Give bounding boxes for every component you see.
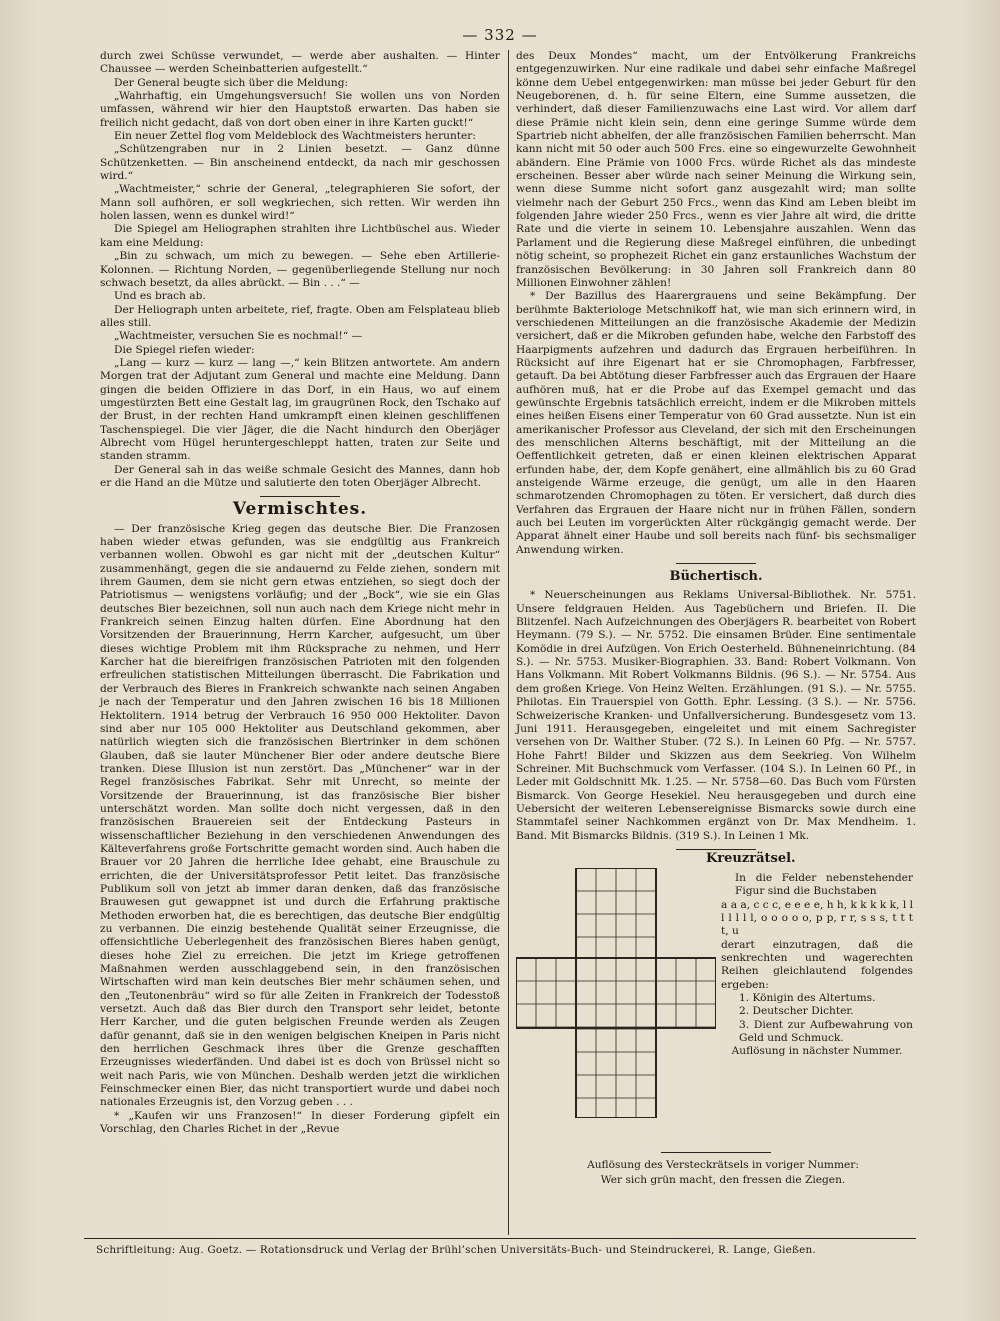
right-column (516, 50, 916, 1188)
article-richet-cont: des Deux Mondes“ macht, um der Entvölkerung Frankreichs entgegenzuwirken. Nur eine radikale und dabei sehr einfache Maßregel könne dem Uebel entgegenwirken: man müsse bei jeder Geburt für den Neugeborenen, d. h. für seine Eltern, eine Summe aussetzen, die verhindert, daß dieser Familienzuwachs eine Last wird. Vor allem darf diese Prämie nicht klein sein, denn eine geringe Summe würde dem Spartrieb nicht abhelfen, der alle französischen Familien beherrscht. Man kann nicht mit 50 oder auch 500 Frcs. eine so eingewurzelte Gewohnheit abändern. Eine Prämie von 1000 Frcs. würde Richet als das mindeste erscheinen. Besser aber würde nach seiner Meinung die Wirkung sein, wenn diese Summe nicht sofort ganz ausgezahlt wird; man sollte vielmehr nach der Geburt 250 Frcs., wenn das Kind am Leben bleibt im folgenden Jahre wieder 250 Frcs., wenn es vier Jahre alt wird, die dritte Rate und die vierte in seinem 10. Lebensjahre auszahlen. Wenn das Parlament und die Regierung diese Maßregel einführen, die unbedingt nötig scheint, so prophezeit Richet ein ganz erstaunliches Wachstum der französischen Bevölkerung: in 30 Jahren soll Frankreich dann 80 Millionen Einwohner zählen! (516, 50, 916, 289)
previous-solution-text: Wer sich grün macht, den fressen die Ziegen. (600, 1174, 846, 1187)
previous-solution-title: Auflösung des Versteckrätsels in voriger Nummer: (587, 1158, 859, 1171)
article-richet-start: * „Kaufen wir uns Franzosen!“ In dieser Forderung gipfelt ein Vorschlag, den Charles Richet in der „Revue (100, 1109, 500, 1136)
article-bacillus: * Der Bazillus des Haarergrauens und seine Bekämpfung. Der berühmte Bakteriologe Metschnikoff hat, wie man sich erinnern wird, in verschiedenen Mitteilungen an die französische Akademie der Medizin versichert, daß er die Mikroben gefunden habe, welche den Farbstoff des Haarpigments aufzehren und dadurch das Ergrauen herbeiführen. In Rücksicht auf ihre Eigenart hat er sie Chromophagen, Farbfresser, getauft. Da bei Abtötung dieser Farbfresser auch das Ergrauen der Haare aufhören muß, hat er die Probe auf das Exempel gemacht und das gewünschte Ergebnis tatsächlich erreicht, indem er die Mikroben mittels eines heißen Eisens einer Temperatur von 60 Grad aussetzte. Nun ist ein amerikanischer Professor aus Cleveland, der sich mit den Erscheinungen des menschlichen Alterns beschäftigt, mit der Mitteilung an die Oeffentlichkeit getreten, daß er einen kleinen elektrischen Apparat erfunden habe, der, dem Kopfe genähert, eine allmählich bis zu 60 Grad ansteigende Wärme erzeuge, die genügt, um alle in den Haaren schmarotzenden Chromophagen zu töten. Er versichert, daß durch dies Verfahren das Ergrauen der Haare nicht nur in frühen Fällen, sondern auch bei Leuten im vorgerückten Alter rückgängig gemacht werde. Der Apparat ähnelt einer Haube und soll bereits nach fünf- bis sechsmaliger Anwendung wirken. (516, 290, 916, 556)
section-rule (661, 1152, 771, 1153)
puzzle-letters: a a a, c c c, e e e e, h h, k k k k k, l l l l l l l, o o o o o, p p, r r, s s s, t t t t, u (721, 898, 913, 938)
story-paragraph: Und es brach ab. (114, 290, 206, 303)
crossword-grid (516, 868, 716, 1118)
crossword-instructions (721, 856, 913, 1059)
left-column (100, 50, 500, 1137)
puzzle-clue-1: 1. Königin des Altertums. (739, 992, 876, 1005)
story-paragraph: Der General beugte sich über die Meldung: (114, 76, 349, 89)
publisher-footer: Schriftleitung: Aug. Goetz. — Rotationsdruck und Verlag der Brühl’schen Universitäts-Buch- und Steindruckerei, R. Lange, Gießen. (96, 1244, 816, 1256)
story-paragraph: „Wachtmeister, versuchen Sie es nochmal!“ — (114, 330, 363, 343)
section-heading-vermischtes: Vermischtes. (232, 499, 368, 520)
article-beer: — Der französische Krieg gegen das deutsche Bier. Die Franzosen haben wieder etwas gefunden, was sie endgültig aus Frankreich verbannen wollen. Obwohl es gar nicht mit der „deutschen Kultur“ zusammenhängt, gegen die sie andauernd zu Felde ziehen, sondern mit ihrem Gaumen, dem sie nicht gern etwas entziehen, so siegt doch der Patriotismus — wenigstens vorläufig; und der „Bock“, wie sie ein Glas deutsches Bier bezeichnen, soll nun auch nach dem Kriege nicht mehr in Frankreich seinen Einzug halten dürfen. Eine Abordnung hat den Vorsitzenden der Brauerinnung, Herrn Karcher, aufgesucht, um über dieses wichtige Problem mit ihm Rücksprache zu nehmen, und Herr Karcher hat die biereifrigen französischen Patrioten mit den folgenden erfreulichen statistischen Mitteilungen überrascht. Die Fabrikation und der Verbrauch des Bieres in Frankreich schwankte nach seinen Angaben je nach der Temperatur und den Jahren zwischen 16 bis 18 Millionen Hektolitern. 1914 betrug der Verbrauch 16 950 000 Hektoliter. Davon sind aber nur 105 000 Hektoliter aus Deutschland gekommen, aber natürlich wiegten sich die französischen Biertrinker in dem schönen Glauben, daß sie lauter Münchener Bier oder andere deutsche Biere tranken. Diese Illusion ist nun zerstört. Das „Münchener“ war in der Regel französisches Fabrikat. Sehr mit Unrecht, so meinte der Vorsitzende der Brauerinnung, ist das französische Bier bisher unterschätzt worden. Man sollte doch nicht vergessen, daß in den französischen Brauereien seit der Entdeckung Pasteurs in wissenschaftlicher Beziehung in den verschiedenen Anwendungen des Kälteverfahrens große Fortschritte gemacht worden sind. Auch haben die Brauer vor 20 Jahren die herrliche Idee gehabt, eine Brauschule zu errichten, die der Universitätsprofessor Petit leitet. Das französische Publikum soll von jetzt ab immer daran denken, daß das französische Brauwesen gut gewappnet ist und durch die Erfahrung praktische Methoden erworben hat, die es berechtigen, das deutsche Bier endgültig zu verbannen. Die einzig bestehende Qualität seiner Erzeugnisse, die offensichtliche Ueberlegenheit des französischen Bieres haben genügt, dieses hohe Ziel zu erreichen. Die jetzt im Kriege getroffenen Maßnahmen werden ausschlaggebend sein, in den französischen Wirtschaften wird man kein deutsches Bier mehr schäumen sehen, und den „Teutonenbräu“ wird so für alle Zeiten in Frankreich der Todesstoß versetzt. Auch daß das Bier durch den Transport sehr leidet, betonte Herr Karcher, und die guten belgischen Freunde werden als Zeugen dafür genannt, daß sie in den wenigen belgischen Kneipen in Paris nicht den herrlichen Geschmack ihres über die Grenze geschafften Erzeugnisses wiederfänden. Und dabei ist es doch von Brüssel nicht so weit nach Paris, wie von München. Deshalb werden jetzt die wirklichen Feinschmecker einen Bier, das nicht transportiert wurde und dabei noch nationales Erzeugnis ist, den Vorzug geben . . . (100, 522, 500, 1109)
puzzle-clue-3: 3. Dient zur Aufbewahrung von Geld und Schmuck. (739, 1018, 913, 1045)
puzzle-instructions: derart einzutragen, daß die senkrechten und wagerechten Reihen gleichlautend folgendes ergeben: (721, 938, 913, 991)
story-paragraph: „Wachtmeister,“ schrie der General, „telegraphieren Sie sofort, der Mann soll aufhören, er soll wegkriechen, sich retten. Wir werden ihn holen lassen, wenn es dunkel wird!“ (100, 183, 500, 223)
story-paragraph: Ein neuer Zettel flog vom Meldeblock des Wachtmeisters herunter: (114, 130, 476, 143)
story-paragraph: Der Heliograph unten arbeitete, rief, fragte. Oben am Felsplateau blieb alles still. (100, 303, 500, 329)
section-rule (676, 563, 756, 564)
story-paragraph: Die Spiegel riefen wieder: (114, 343, 255, 356)
section-rule (260, 496, 340, 497)
crossword-section (516, 850, 916, 1146)
story-paragraph: „Wahrhaftig, ein Umgehungsversuch! Sie wollen uns von Norden umfassen, während wir hier den Hauptstoß erwarten. Das haben sie freilich nicht gedacht, daß von dort oben einer in ihre Karten guckt!“ (100, 90, 500, 129)
puzzle-clue-2: 2. Deutscher Dichter. (739, 1005, 854, 1018)
section-heading-buechertisch: Büchertisch. (669, 569, 763, 585)
section-rule (676, 849, 756, 850)
column-divider (508, 50, 509, 1235)
story-paragraph: „Lang — kurz — kurz — lang —,“ kein Blitzen antwortete. Am andern Morgen trat der Adjutant zum General und machte eine Meldung. Dann gingen die beiden Offiziere in das Dorf, in ein Haus, wo auf einem umgestürzten Bett eine Gestalt lag, im graugrünen Rock, den Tschako auf der Brust, in der rechten Hand umkrampft einen kleinen geschliffenen Taschenspiegel. Die vier Jäger, die die Nacht hindurch den Oberjäger Albrecht vom Hügel heruntergeschleppt hatten, traten zur Seite und standen stramm. (100, 356, 500, 463)
story-paragraph: Die Spiegel am Heliographen strahlten ihre Lichtbüschel aus. Wieder kam eine Meldung: (100, 223, 500, 249)
puzzle-intro: In die Felder nebenstehender Figur sind die Buchstaben (735, 871, 913, 898)
puzzle-next-solution: Auflösung in nächster Nummer. (731, 1045, 903, 1058)
story-paragraph: Der General sah in das weiße schmale Gesicht des Mannes, dann hob er die Hand an die Mütze und salutierte den toten Oberjäger Albrecht. (100, 463, 500, 489)
book-listing: * Neuerscheinungen aus Reklams Universal-Bibliothek. Nr. 5751. Unsere feldgrauen Helden. Aus Tagebüchern und Briefen. II. Die Blitzenfel. Nach Aufzeichnungen des Oberjägers R. bearbeitet von Robert Heymann. (79 S.). — Nr. 5752. Die einsamen Brüder. Eine sentimentale Komödie in drei Aufzügen. Von Erich Oesterheld. Bühneneinrichtung. (84 S.). — Nr. 5753. Musiker-Biographien. 33. Band: Robert Volkmann. Von Hans Volkmann. Mit Robert Volkmanns Bildnis. (96 S.). — Nr. 5754. Aus dem großen Kriege. Von Heinz Welten. Erzählungen. (91 S.). — Nr. 5755. Philotas. Ein Trauerspiel von Gotth. Ephr. Lessing. (3 S.). — Nr. 5756. Schweizerische Kranken- und Unfallversicherung. Bundesgesetz vom 13. Juni 1911. Herausgegeben, eingeleitet und mit einem Sachregister versehen von Dr. Walther Stuber. (72 S.). In Leinen 60 Pfg. — Nr. 5757. Hohe Fahrt! Bilder und Skizzen aus dem Seekrieg. Von Wilhelm Schreiner. Mit Buchschmuck vom Verfasser. (104 S.). In Leinen 60 Pf., in Leder mit Goldschnitt Mk. 1.25. — Nr. 5758—60. Das Buch vom Fürsten Bismarck. Von George Hesekiel. Neu herausgegeben und durch eine Uebersicht der weiteren Lebensereignisse Bismarcks sowie durch eine Stammtafel seiner Nachkommen ergänzt von Dr. Max Mendheim. 1. Band. Mit Bismarcks Bildnis. (319 S.). In Leinen 1 Mk. (516, 589, 916, 842)
story-paragraph: „Schützengraben nur in 2 Linien besetzt. — Ganz dünne Schützenketten. — Bin anscheinend entdeckt, da nach mir geschossen wird.“ (100, 143, 500, 183)
story-paragraph: „Bin zu schwach, um mich zu bewegen. — Sehe eben Artillerie-Kolonnen. — Richtung Norden, — gegenüberliegende Stellung nur noch schwach besetzt, da alles abrückt. — Bin . . .“ — (100, 250, 500, 289)
footer-rule (84, 1238, 916, 1239)
section-heading-kreuzraetsel: Kreuzrätsel. (706, 850, 796, 866)
page-number: — 332 — (462, 26, 538, 44)
story-paragraph: durch zwei Schüsse verwundet, — werde aber aushalten. — Hinter Chaussee — werden Scheinbatterien aufgestellt.“ (100, 50, 500, 76)
